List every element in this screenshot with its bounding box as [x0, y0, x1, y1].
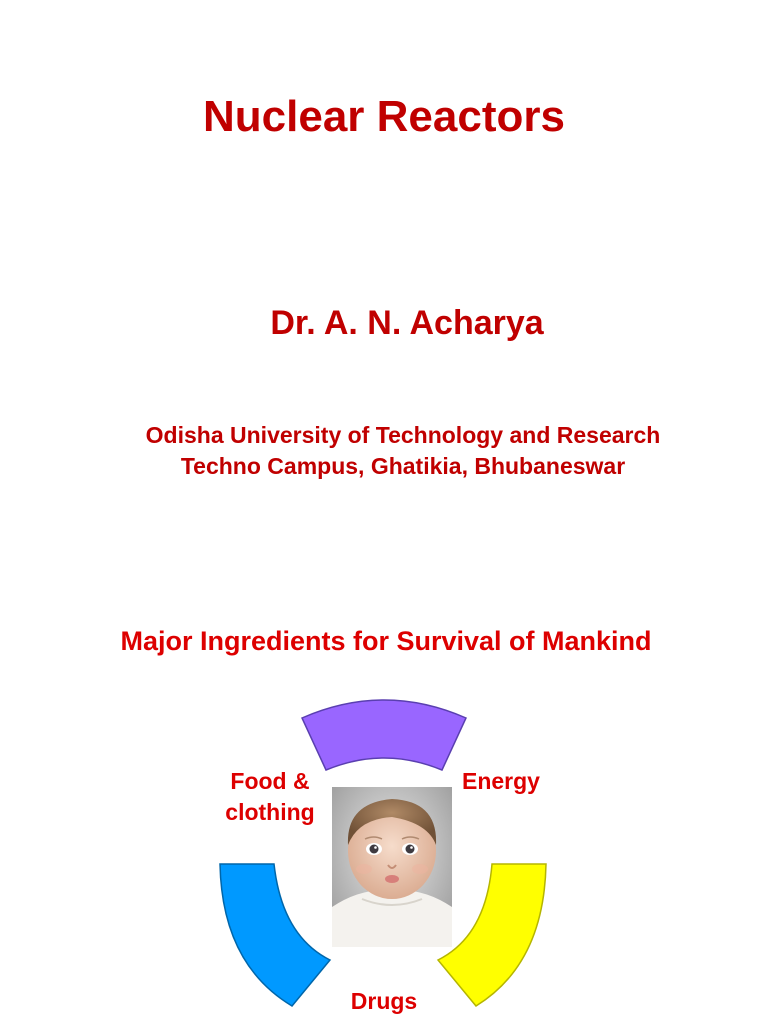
section-subtitle: Major Ingredients for Survival of Mankind — [120, 626, 652, 656]
top-segment — [302, 700, 466, 770]
baby-illustration — [332, 787, 452, 947]
label-food-line-2: clothing — [225, 799, 315, 825]
left-segment — [220, 864, 330, 1006]
baby-photo — [332, 787, 452, 947]
affiliation — [0, 420, 768, 482]
slide-title: Nuclear Reactors — [203, 92, 565, 141]
label-food-line-1: Food & — [230, 768, 310, 794]
author-name: Dr. A. N. Acharya — [270, 304, 544, 342]
affiliation-line-2: Techno Campus, Ghatikia, Bhubaneswar — [180, 453, 626, 479]
label-energy: Energy — [462, 768, 540, 794]
affiliation-line-1: Odisha University of Technology and Research — [145, 422, 661, 448]
label-drugs: Drugs — [350, 988, 418, 1014]
label-food-clothing — [206, 766, 334, 828]
right-segment — [438, 864, 546, 1006]
